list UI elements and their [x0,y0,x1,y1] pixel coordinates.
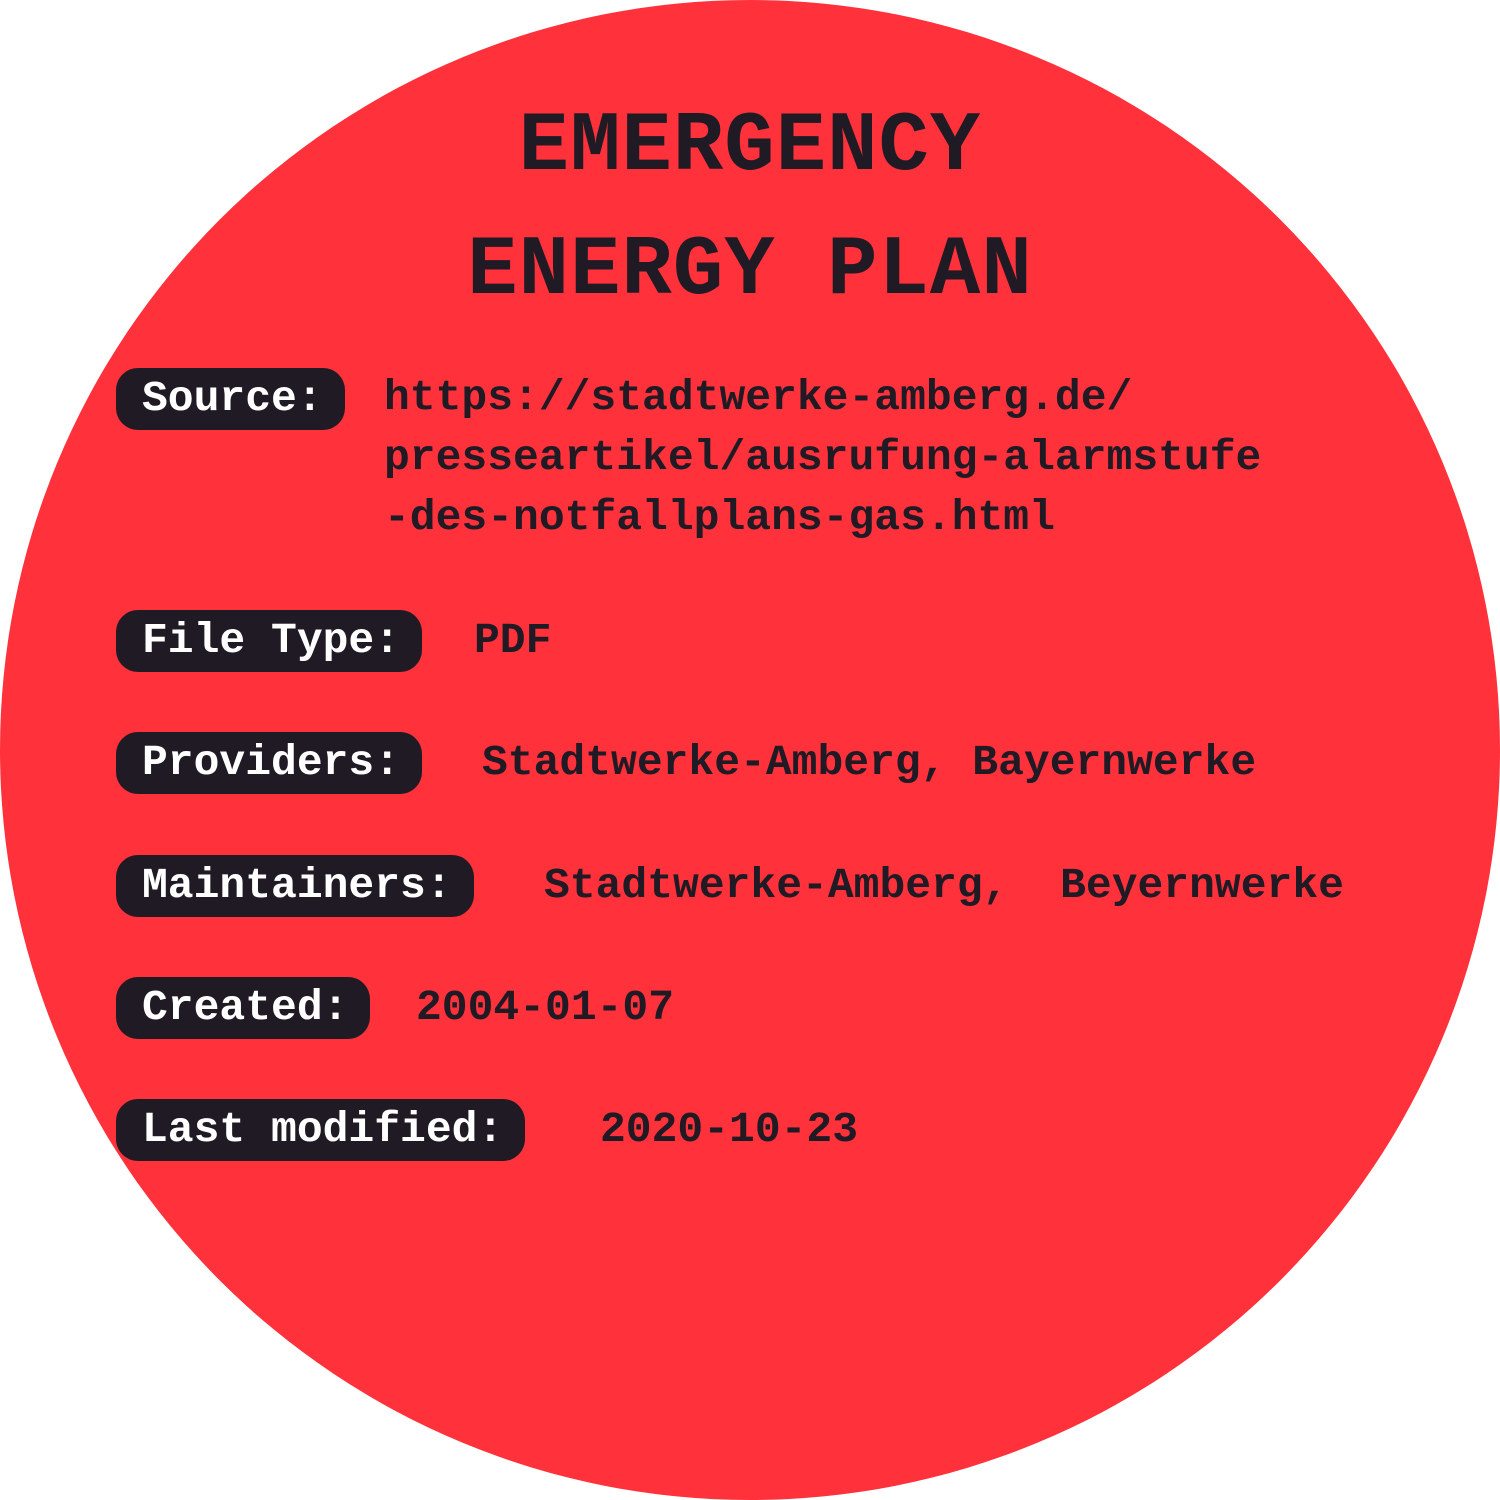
created-label: Created: [116,977,370,1039]
maintainers-value: Stadtwerke-Amberg, Beyernwerke [544,861,1344,910]
last-modified-value: 2020-10-23 [600,1105,859,1154]
last-modified-label: Last modified: [116,1099,525,1161]
providers-value: Stadtwerke-Amberg, Bayernwerke [482,738,1257,787]
title-line-1: EMERGENCY [518,100,982,195]
maintainers-label: Maintainers: [116,855,474,917]
source-value-line-2: presseartikel/ausrufung-alarmstufe [384,433,1262,482]
source-label: Source: [116,368,345,430]
file-type-value: PDF [474,616,552,665]
source-value-line-1: https://stadtwerke-amberg.de/ [384,373,1133,422]
title-line-2: ENERGY PLAN [467,224,1033,319]
source-value-line-3: -des-notfallplans-gas.html [384,493,1055,542]
source-value [384,368,1261,548]
file-type-label: File Type: [116,610,422,672]
providers-label: Providers: [116,732,422,794]
created-value: 2004-01-07 [416,983,675,1032]
